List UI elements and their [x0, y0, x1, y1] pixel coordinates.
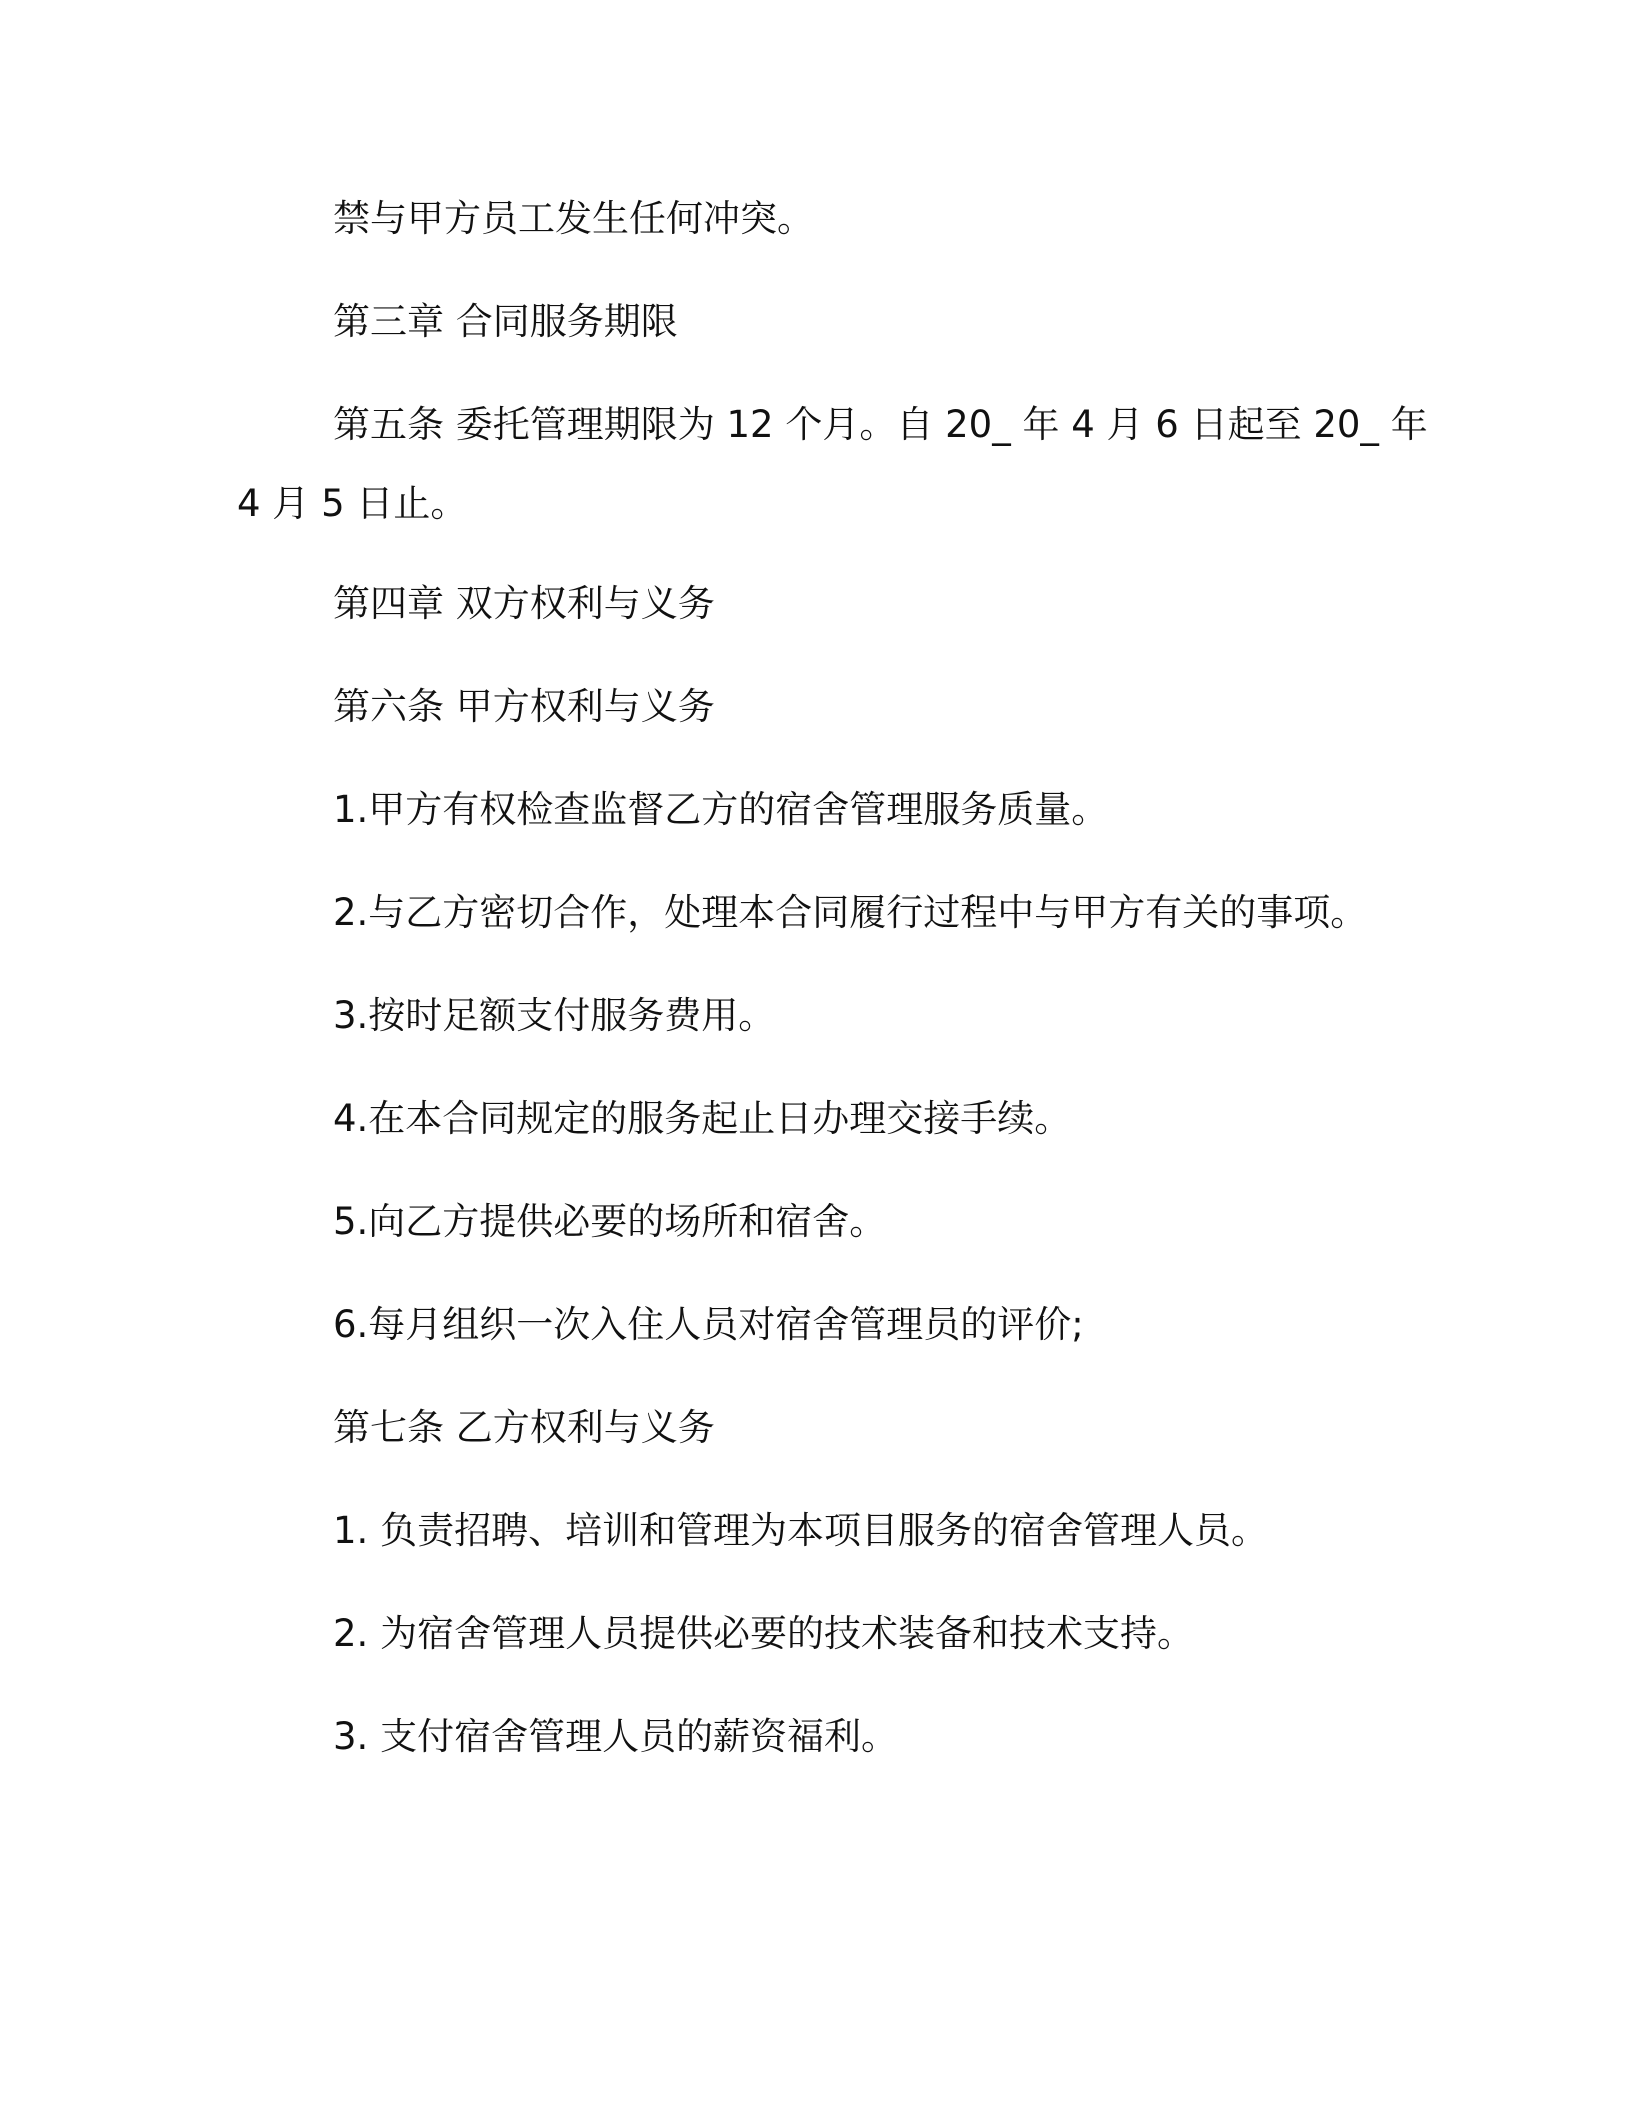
article-6-item-2: 2.与乙方密切合作，处理本合同履行过程中与甲方有关的事项。 — [333, 891, 1368, 934]
article-7-item-1: 1. 负责招聘、培训和管理为本项目服务的宿舍管理人员。 — [333, 1509, 1269, 1552]
chapter-4-heading: 第四章 双方权利与义务 — [333, 582, 715, 625]
paragraph-conflict-clause: 禁与甲方员工发生任何冲突。 — [333, 197, 814, 240]
article-6-item-3: 3.按时足额支付服务费用。 — [333, 994, 776, 1037]
article-6-item-5: 5.向乙方提供必要的场所和宿舍。 — [333, 1200, 887, 1243]
article-7-item-2: 2. 为宿舍管理人员提供必要的技术装备和技术支持。 — [333, 1612, 1195, 1655]
article-6-heading: 第六条 甲方权利与义务 — [333, 685, 715, 728]
article-7-item-3: 3. 支付宿舍管理人员的薪资福利。 — [333, 1715, 899, 1758]
article-5-line-1: 第五条 委托管理期限为 12 个月。自 20_ 年 4 月 6 日起至 20_ 年 — [333, 403, 1428, 446]
article-6-item-4: 4.在本合同规定的服务起止日办理交接手续。 — [333, 1097, 1072, 1140]
article-6-item-6: 6.每月组织一次入住人员对宿舍管理员的评价; — [333, 1303, 1084, 1346]
article-5-line-2: 4 月 5 日止。 — [237, 482, 468, 525]
chapter-3-heading: 第三章 合同服务期限 — [333, 300, 678, 343]
article-6-item-1: 1.甲方有权检查监督乙方的宿舍管理服务质量。 — [333, 788, 1109, 831]
article-7-heading: 第七条 乙方权利与义务 — [333, 1406, 715, 1449]
